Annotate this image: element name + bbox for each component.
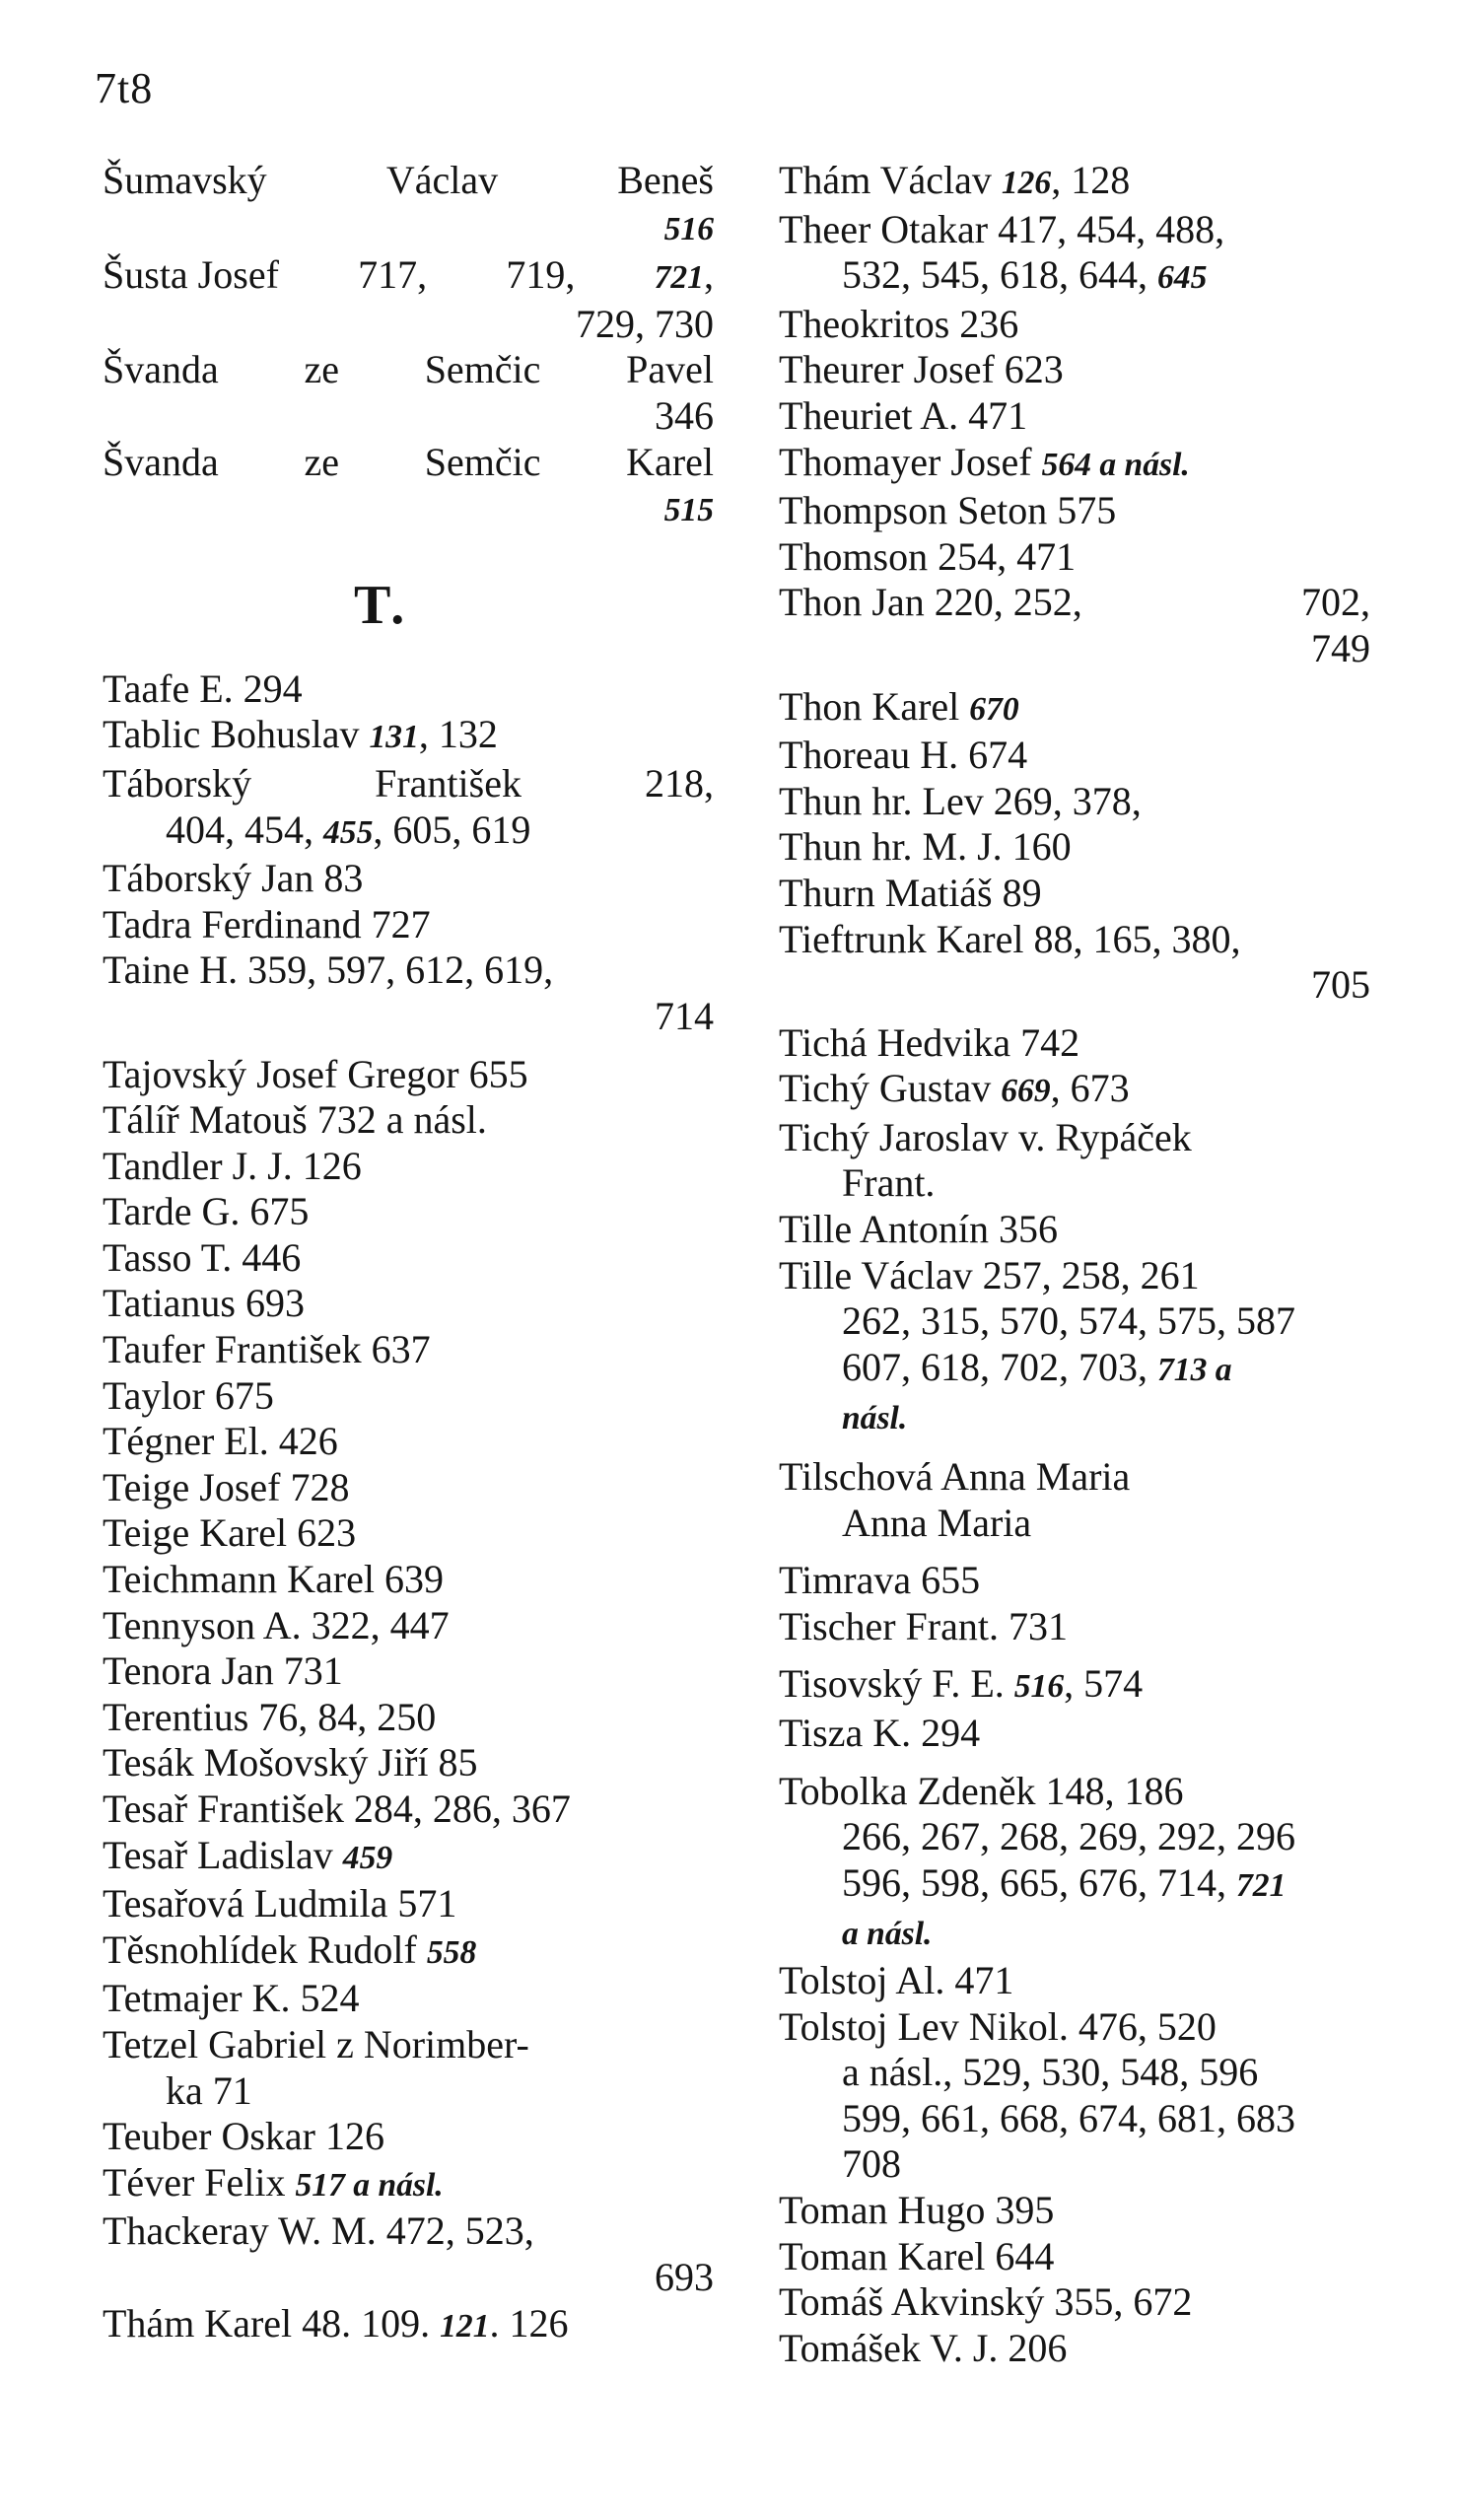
index-entry: Tégner El. 426	[103, 1419, 338, 1464]
index-entry: Tarde G. 675	[103, 1189, 310, 1234]
index-entry: Švanda ze Semčic Pavel 346	[103, 347, 714, 438]
index-entry: Thám Karel 48. 109. 121. 126	[103, 2300, 569, 2345]
index-entry: Taufer František 637	[103, 1327, 431, 1372]
index-entry: Teichmann Karel 639	[103, 1557, 444, 1602]
index-entry: Tille Václav 257, 258, 261 262, 315, 570, 574, 575, 587 607, 618, 702, 703, 713 a násl.	[779, 1252, 1295, 1437]
index-entry: Tajovský Josef Gregor 655	[103, 1051, 528, 1096]
index-entry: Toman Hugo 395	[779, 2187, 1055, 2232]
index-entry: Šusta Josef 717, 719, 721, 729, 730	[103, 252, 714, 346]
index-entry: Thám Václav 126, 128	[779, 158, 1131, 202]
section-heading: T.	[354, 574, 409, 636]
index-entry: Theurer Josef 623	[779, 347, 1064, 392]
index-entry: Táborský František 218, 404, 454, 455, 605, 619	[103, 760, 714, 852]
index-entry: Tichý Jaroslav v. Rypáček Frant.	[779, 1114, 1192, 1206]
page-number: 7t8	[95, 64, 154, 112]
index-entry: Tieftrunk Karel 88, 165, 380, 705	[779, 916, 1370, 1008]
index-entry: Toman Karel 644	[779, 2233, 1055, 2278]
index-entry: Teuber Oskar 126	[103, 2114, 384, 2159]
index-entry: Tesák Mošovský Jiří 85	[103, 1740, 478, 1785]
index-entry: Taylor 675	[103, 1372, 274, 1418]
index-entry: Teige Josef 728	[103, 1464, 350, 1509]
index-entry: Téver Felix 517 a násl.	[103, 2159, 444, 2205]
index-entry: Tichý Gustav 669, 673	[779, 1066, 1130, 1111]
index-entry: Tatianus 693	[103, 1281, 305, 1326]
index-entry: Theer Otakar 417, 454, 488, 532, 545, 618, 644, 645	[779, 206, 1225, 298]
index-entry: Tenora Jan 731	[103, 1648, 343, 1694]
index-entry: Thun hr. Lev 269, 378,	[779, 778, 1142, 823]
index-entry: Švanda ze Semčic Karel 515	[103, 439, 714, 529]
index-entry: Tilschová Anna Maria Anna Maria	[779, 1454, 1131, 1545]
index-entry: Thon Jan 220, 252, 702, 749	[779, 580, 1370, 670]
index-entry: Tandler J. J. 126	[103, 1143, 362, 1188]
index-entry: Tetmajer K. 524	[103, 1976, 360, 2021]
index-entry: Tetzel Gabriel z Norimber- ka 71	[103, 2021, 529, 2113]
index-entry: Teige Karel 623	[103, 1510, 357, 1556]
index-entry: Tolstoj Lev Nikol. 476, 520 a násl., 529, 530, 548, 596 599, 661, 668, 674, 681, 683 708	[779, 2003, 1295, 2187]
index-entry: Tomáš Akvinský 355, 672	[779, 2279, 1193, 2325]
index-entry: Tesař Ladislav 459	[103, 1832, 393, 1877]
index-entry: Thurn Matiáš 89	[779, 870, 1042, 915]
index-entry: Tálíř Matouš 732 a násl.	[103, 1097, 487, 1143]
index-entry: Thomayer Josef 564 a násl.	[779, 439, 1190, 484]
index-entry: Tischer Frant. 731	[779, 1603, 1068, 1648]
index-column-left	[103, 158, 714, 2349]
index-entry: Tennyson A. 322, 447	[103, 1602, 450, 1647]
index-entry: Timrava 655	[779, 1558, 981, 1603]
index-entry: Thomson 254, 471	[779, 533, 1077, 579]
index-entry: Tolstoj Al. 471	[779, 1957, 1014, 2002]
index-column-right	[779, 158, 1370, 2371]
index-entry: Tomášek V. J. 206	[779, 2325, 1068, 2370]
index-entry: Taafe E. 294	[103, 665, 303, 711]
index-entry: Tille Antonín 356	[779, 1207, 1059, 1252]
index-entry: Taine H. 359, 597, 612, 619, 714	[103, 947, 714, 1038]
index-entry: Táborský Jan 83	[103, 856, 364, 901]
index-entry: Theuriet A. 471	[779, 392, 1028, 438]
index-entry: Terentius 76, 84, 250	[103, 1694, 437, 1739]
index-entry: Tichá Hedvika 742	[779, 1019, 1080, 1065]
index-entry: Tisza K. 294	[779, 1711, 981, 1755]
index-entry: Tesař František 284, 286, 367	[103, 1786, 571, 1831]
index-entry: Tablic Bohuslav 131, 132	[103, 712, 498, 757]
index-entry: Tasso T. 446	[103, 1234, 302, 1280]
index-entry: Šumavský Václav Beneš 516	[103, 158, 714, 247]
index-entry: Thompson Seton 575	[779, 488, 1117, 533]
index-entry: Tadra Ferdinand 727	[103, 901, 431, 946]
index-entry: Thun hr. M. J. 160	[779, 824, 1072, 870]
index-entry: Tesařová Ludmila 571	[103, 1881, 457, 1926]
index-entry: Theokritos 236	[779, 301, 1019, 346]
index-entry: Thon Karel 670	[779, 683, 1019, 729]
index-entry: Thoreau H. 674	[779, 733, 1028, 778]
index-entry: Thackeray W. M. 472, 523, 693	[103, 2208, 714, 2299]
index-entry: Tisovský F. E. 516, 574	[779, 1661, 1144, 1707]
index-entry: Těsnohlídek Rudolf 558	[103, 1926, 477, 1972]
index-entry: Tobolka Zdeněk 148, 186 266, 267, 268, 269, 292, 296 596, 598, 665, 676, 714, 721 a násl.	[779, 1768, 1295, 1953]
